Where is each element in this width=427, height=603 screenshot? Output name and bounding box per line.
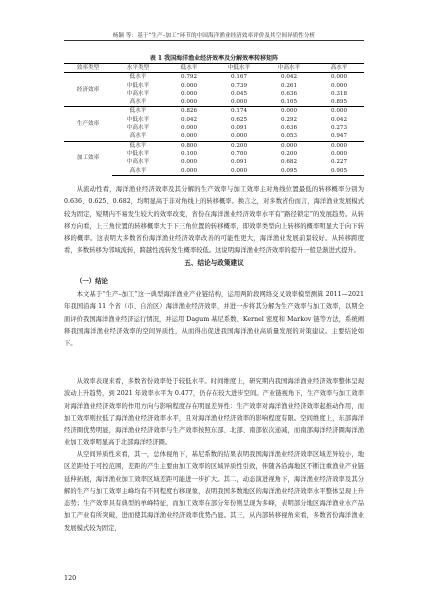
table-header-row (64, 64, 364, 73)
level-type-cell: 中低水平 (126, 82, 150, 89)
probability-cell: 0.947 (330, 133, 347, 140)
probability-cell: 0.000 (164, 167, 214, 176)
probability-cell: 0.895 (330, 99, 347, 106)
probability-cell: 0.091 (230, 125, 247, 132)
probability-cell: 0.000 (314, 107, 364, 116)
probability-cell: 0.318 (330, 90, 347, 97)
paragraph-summary: 本文基于“生产–加工”这一典型海洋渔业产业链结构，运用两阶段网络交叉效率模型测算 2011—2021 年我国沿海 11 个省（市、自治区）海洋渔业经济效率，并进一步将其分解为生产效率与加工效率，以期全面评价我国海洋渔业经济运行情况，并运用 Dagum 基尼系数、Kernel 密度和 Markov 链等方法，系统阐释我国海洋渔业经济效率的空间异质性，从而得出促进我国海洋渔业高质量发展的对策建议。主要结论如下。 (64, 291, 364, 348)
probability-cell: 0.053 (280, 133, 297, 140)
level-type-cell: 高水平 (112, 167, 164, 176)
probability-cell: 0.000 (314, 141, 364, 150)
probability-cell: 0.261 (280, 82, 297, 89)
probability-cell: 0.000 (314, 73, 364, 82)
table-row (64, 141, 364, 150)
probability-cell: 0.105 (280, 99, 297, 106)
level-type-cell: 高水平 (129, 133, 147, 140)
level-type-cell: 低水平 (112, 141, 164, 150)
probability-cell: 0.200 (280, 150, 297, 157)
probability-cell: 0.042 (264, 73, 314, 82)
probability-cell: 0.000 (180, 133, 197, 140)
level-type-cell: 低水平 (112, 73, 164, 82)
efficiency-type-cell: 加工效率 (64, 141, 112, 175)
probability-cell: 0.227 (330, 159, 347, 166)
probability-cell: 0.625 (230, 116, 247, 123)
paragraph-spatial-heterogeneity: 从空间异质性来看，其一，总体视角下，基尼系数的结果表明我国海洋渔业经济效率区域差异较小，地区差距处于可控范围，差距的产生主要由加工效率的区域异质性引致，伴随各沿海地区不断注重渔业产业链延伸拓展，海洋渔业加工效率区域差距可能进一步扩大。其二，动态演进视角下，海洋渔业经济效率及其分解的生产与加工效率主峰均有不同程度右移现象，表明我国多数地区的海洋渔业经济效率水平整体呈现上升态势；生产效率具有典型的单峰特征，而加工效率在部分年份则呈现为多峰，表明部分地区海洋渔业水产品加工产业有所突破，进而使其海洋渔业经济效率优势凸显。其三，从内部转移视角来看，多数省份海洋渔业发展模式较为固定， (64, 451, 364, 532)
header-level-type: 水平类型 (112, 64, 164, 73)
page-number: 120 (64, 574, 77, 582)
level-type-cell: 高水平 (129, 99, 147, 106)
level-type-cell: 中高水平 (126, 159, 150, 166)
probability-cell: 0.636 (280, 90, 297, 97)
probability-cell: 0.100 (180, 150, 197, 157)
table-body (64, 73, 364, 176)
probability-cell: 0.292 (280, 116, 297, 123)
table-row (64, 107, 364, 116)
probability-cell: 0.000 (264, 141, 314, 150)
table-caption: 表 1 我国海洋渔业经济效率及分解效率转移矩阵 (149, 55, 279, 62)
header-rule (64, 40, 364, 41)
probability-cell: 0.636 (280, 125, 297, 132)
header-high: 高水平 (314, 64, 364, 73)
header-low: 低水平 (164, 64, 214, 73)
subsection-title: （一）结论 (76, 277, 108, 285)
probability-cell: 0.739 (230, 82, 247, 89)
probability-cell: 0.800 (164, 141, 214, 150)
running-header: 杨颖 等：基于“生产–加工”环节的中国海洋渔业经济效率评价及其空间异质性分析 (112, 33, 316, 39)
level-type-cell: 低水平 (112, 107, 164, 116)
probability-cell: 0.000 (214, 167, 264, 176)
table-row (64, 73, 364, 82)
probability-cell: 0.091 (230, 159, 247, 166)
section-title: 五、结论与政策建议 (184, 259, 244, 267)
paragraph-efficiency-performance: 从效率表现来看，多数省份效率处于较低水平。时间维度上，研究期内我国海洋渔业经济效率整体呈现波动上升趋势，到 2021 年效率水平为 0.477，仍存在较大进步空间。产业链视角下，生产效率与加工效率对海洋渔业经济效率的作用方向与影响程度存在明显差异性：生产效率对海洋渔业经济效率起推动作用，而加工效率则拉低了海洋渔业经济效率水平，且对海洋渔业经济效率的影响程度有限。空间维度上，东部海洋经济圈优势明显，海洋渔业经济效率与生产效率按照东部、北部、南部依次递减，而南部海洋经济圈海洋渔业加工效率明显高于北部海洋经济圈。 (64, 378, 364, 447)
probability-cell: 0.273 (330, 125, 347, 132)
probability-cell: 0.000 (330, 150, 347, 157)
probability-cell: 0.682 (280, 159, 297, 166)
paragraph-mobility: 从流动性看，海洋渔业经济效率及其分解的生产效率与加工效率主对角线位置最低的转移概率分别为 0.636、0.625、0.682，均明显高于非对角线上的转移概率。换言之，对多数省份而言，海洋渔业发展模式较为固定，短期内不易发生较大的效率改变，省份在海洋渔业经济效率水平有“路径锁定”的发展趋势。从转移方向看，上三角位置的转移概率大于下三角位置的转移概率，即效率类型向上转移的概率明显大于向下转移的概率。这表明大多数省份海洋渔业经济效率改善的可能性更大，海洋渔业发展前景较好。从转移跨度看，多数转移为邻域流转，跨越性流转发生概率较低。这说明海洋渔业经济效率的提升一般是渐进式提升。 (64, 186, 364, 255)
level-type-cell: 中高水平 (126, 90, 150, 97)
probability-cell: 0.000 (230, 99, 247, 106)
probability-cell: 0.905 (314, 167, 364, 176)
probability-cell: 0.000 (180, 125, 197, 132)
probability-cell: 0.792 (164, 73, 214, 82)
level-type-cell: 中高水平 (126, 125, 150, 132)
probability-cell: 0.000 (180, 90, 197, 97)
probability-cell: 0.000 (180, 82, 197, 89)
header-mid-high: 中高水平 (264, 64, 314, 73)
probability-cell: 0.826 (164, 107, 214, 116)
probability-cell: 0.042 (180, 116, 197, 123)
probability-cell: 0.000 (230, 133, 247, 140)
probability-cell: 0.000 (330, 82, 347, 89)
header-efficiency-type: 效率类型 (64, 64, 112, 73)
level-type-cell: 中低水平 (126, 116, 150, 123)
probability-cell: 0.700 (230, 150, 247, 157)
efficiency-transfer-table (64, 63, 364, 176)
probability-cell: 0.000 (264, 107, 314, 116)
probability-cell: 0.174 (214, 107, 264, 116)
probability-cell: 0.000 (180, 99, 197, 106)
probability-cell: 0.200 (214, 141, 264, 150)
probability-cell: 0.095 (264, 167, 314, 176)
probability-cell: 0.167 (214, 73, 264, 82)
probability-cell: 0.000 (180, 159, 197, 166)
probability-cell: 0.045 (230, 90, 247, 97)
probability-cell: 0.042 (330, 116, 347, 123)
header-mid-low: 中低水平 (214, 64, 264, 73)
efficiency-type-cell: 经济效率 (64, 73, 112, 107)
level-type-cell: 中低水平 (126, 150, 150, 157)
efficiency-type-cell: 生产效率 (64, 107, 112, 141)
